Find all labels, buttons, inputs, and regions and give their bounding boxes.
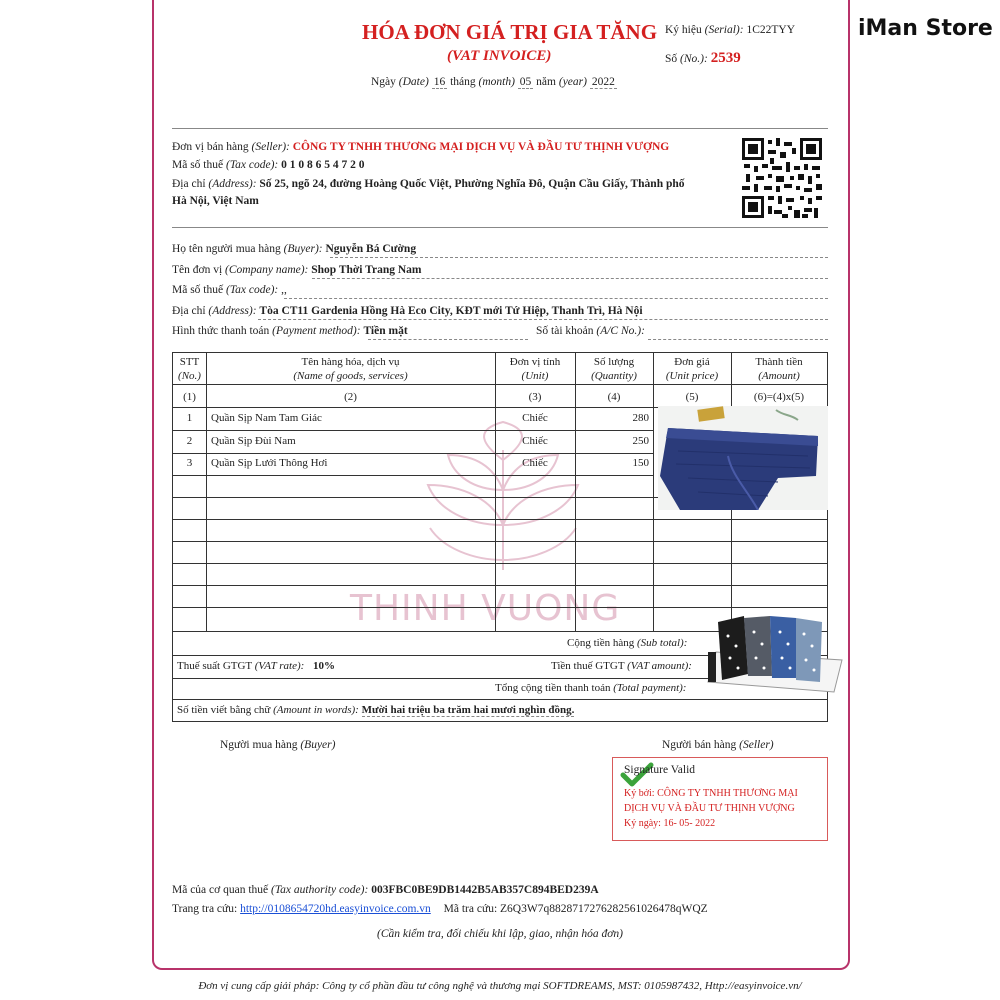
- seller-address-row: Địa chỉ (Address): Số 25, ngõ 24, đường Hoàng Quốc Việt, Phường Nghĩa Đô, Quận Cầu Giấy, Thành phố: [172, 178, 685, 190]
- product-photo-box-set: [704, 612, 846, 698]
- index-cell: (4): [607, 391, 621, 403]
- header-no: [173, 355, 206, 383]
- label-text: Mã tra cứu:: [443, 903, 498, 915]
- subtotal-label: [567, 637, 687, 649]
- label-text-en: (Seller): [739, 739, 774, 751]
- lookup-code: Z6Q3W7q8828717276282561026478qWQZ: [500, 903, 708, 915]
- label-text: Người mua hàng: [220, 739, 298, 751]
- label-text-en: (Amount in words):: [273, 704, 359, 716]
- label-text: Tổng cộng tiền thanh toán: [495, 682, 611, 694]
- index-cell: (5): [685, 391, 699, 403]
- label-text-en: (Tax authority code):: [271, 884, 369, 896]
- header-text-en: (Unit): [521, 370, 549, 382]
- signature-valid: Signature Valid: [624, 764, 696, 776]
- vat-amount-label: [551, 660, 692, 672]
- index-cell: (3): [528, 391, 542, 403]
- date-month: 05: [519, 76, 532, 88]
- header-name: [206, 355, 495, 383]
- date-year: 2022: [591, 76, 615, 88]
- dotted-line: [312, 278, 828, 279]
- label-text-en: (Total payment):: [613, 682, 687, 694]
- invoice-subtitle: (VAT INVOICE): [447, 48, 552, 64]
- row-qty: 280: [632, 412, 649, 424]
- header-text: Tên hàng hóa, dịch vụ: [301, 356, 400, 368]
- seller-tax-code: 0 1 0 8 6 5 4 7 2 0: [281, 159, 365, 171]
- store-name: iMan Store: [858, 16, 993, 41]
- index-cell: (2): [344, 391, 357, 403]
- header-text-en: (Quantity): [591, 370, 637, 382]
- header-text: Đơn vị tính: [509, 356, 561, 368]
- signed-by: [624, 788, 798, 799]
- header-text: Số lượng: [593, 356, 635, 368]
- lookup-link[interactable]: http://0108654720hd.easyinvoice.com.vn: [240, 903, 431, 915]
- divider: [172, 128, 828, 129]
- vat-rate-row: [177, 660, 335, 672]
- buyer-company-row: Tên đơn vị (Company name): Shop Thời Trang Nam: [172, 264, 422, 276]
- header-amount: [731, 355, 827, 383]
- payment-row: Hình thức thanh toán (Payment method): Tiền mặt: [172, 325, 408, 337]
- divider: [172, 227, 828, 228]
- buyer-name: Nguyễn Bá Cường: [325, 243, 417, 255]
- buyer-address-row: Địa chỉ (Address): Tòa CT11 Gardenia Hồng Hà Eco City, KĐT mới Tứ Hiệp, Thanh Trì, Hà Nội: [172, 305, 643, 317]
- invoice-no-row: Số (No.): 2539: [665, 50, 741, 66]
- header-text-en: (Amount): [758, 370, 800, 382]
- table-grid: [173, 541, 827, 542]
- table-grid: [173, 585, 827, 586]
- row-unit: Chiếc: [522, 412, 548, 424]
- seller-signature-label: [662, 739, 774, 751]
- header-quantity: [575, 355, 653, 383]
- header-text-en: (Name of goods, services): [293, 370, 408, 382]
- header-text: STT: [179, 356, 200, 368]
- row-name: Quần Sịp Nam Tam Giác: [211, 412, 322, 424]
- payment-method: Tiền mặt: [363, 325, 408, 337]
- authority-code-row: [172, 884, 599, 896]
- dotted-line: [258, 319, 828, 320]
- buyer-address: Tòa CT11 Gardenia Hồng Hà Eco City, KĐT mới Tứ Hiệp, Thanh Trì, Hà Nội: [259, 305, 643, 317]
- table-grid: [173, 563, 827, 564]
- dotted-line: [284, 298, 828, 299]
- row-no: 1: [186, 412, 193, 424]
- product-photo-boxer: [658, 406, 828, 510]
- row-no: 2: [186, 435, 193, 447]
- row-no: 3: [186, 457, 193, 469]
- dotted-line: [368, 339, 528, 340]
- vat-rate: 10%: [313, 660, 336, 672]
- verification-note: (Cần kiểm tra, đối chiếu khi lập, giao, nhận hóa đơn): [376, 928, 623, 940]
- header-text: Thành tiền: [755, 356, 803, 368]
- table-grid: [173, 430, 653, 431]
- dotted-line: [330, 257, 828, 258]
- row-unit: Chiếc: [522, 457, 548, 469]
- label-text-en: (VAT rate):: [254, 660, 305, 672]
- label-text: Thuế suất GTGT: [177, 660, 252, 672]
- label-text: Ký bởi:: [624, 788, 655, 799]
- label-text: Cộng tiền hàng: [567, 637, 635, 649]
- amount-in-words: Mười hai triệu ba trăm hai mươi nghìn đồng.: [361, 704, 575, 716]
- table-grid: [173, 699, 827, 700]
- invoice-date: Ngày (Date) 16 tháng (month) 05 năm (year) 2022: [371, 76, 615, 88]
- label-text: Người bán hàng: [662, 739, 737, 751]
- row-qty: 250: [632, 435, 649, 447]
- label-text: Số tiền viết bằng chữ: [177, 704, 271, 716]
- header-text-en: (Unit price): [665, 370, 719, 382]
- seller-tax-row: Mã số thuế (Tax code): 0 1 0 8 6 5 4 7 2 0: [172, 159, 365, 171]
- account-row: Số tài khoản (A/C No.):: [536, 325, 645, 337]
- buyer-company: Shop Thời Trang Nam: [311, 264, 422, 276]
- dotted-line: [648, 339, 828, 340]
- index-cell: (1): [183, 391, 196, 403]
- row-name: Quần Sịp Lưới Thông Hơi: [211, 457, 328, 469]
- label-text-en: (Buyer): [300, 739, 336, 751]
- label-text-en: (Sub total):: [636, 637, 688, 649]
- header-text: Đơn giá: [674, 356, 710, 368]
- table-grid: [173, 384, 827, 385]
- authority-code: 003FBC0BE9DB1442B5AB357C894BED239A: [371, 884, 599, 896]
- table-grid: [173, 607, 827, 608]
- label-text: Trang tra cứu:: [172, 903, 238, 915]
- total-label: [495, 682, 686, 694]
- header-text-en: (No.): [178, 370, 201, 382]
- table-grid: [173, 475, 653, 476]
- signed-date: Ký ngày: 16- 05- 2022: [624, 818, 716, 829]
- label-text-en: (VAT amount):: [627, 660, 692, 672]
- signer-line1: CÔNG TY TNHH THƯƠNG MẠI: [657, 788, 798, 799]
- index-cell: (6)=(4)x(5): [753, 391, 805, 403]
- buyer-tax-row: Mã số thuế (Tax code): ,,: [172, 284, 287, 296]
- label-text: Tiền thuế GTGT: [551, 660, 625, 672]
- signer-line2: DỊCH VỤ VÀ ĐẦU TƯ THỊNH VƯỢNG: [624, 803, 795, 814]
- seller-address-line2: Hà Nội, Việt Nam: [172, 195, 259, 207]
- amount-in-words-row: [177, 704, 574, 716]
- table-grid: [173, 453, 653, 454]
- label-text: Mã của cơ quan thuế: [172, 884, 269, 896]
- serial-value: 1C22TYY: [746, 24, 796, 36]
- qr-code-icon: [742, 138, 822, 218]
- invoice-no: 2539: [710, 50, 741, 66]
- lookup-row: [172, 903, 708, 915]
- date-day: 16: [433, 76, 446, 88]
- row-name: Quần Sịp Đùi Nam: [211, 435, 296, 447]
- row-unit: Chiếc: [522, 435, 548, 447]
- buyer-name-row: Họ tên người mua hàng (Buyer): Nguyễn Bá Cường: [172, 243, 417, 255]
- serial-row: Ký hiệu (Serial): 1C22TYY: [665, 24, 796, 36]
- seller-name-row: Đơn vị bán hàng (Seller): CÔNG TY TNHH THƯƠNG MẠI DỊCH VỤ VÀ ĐẦU TƯ THỊNH VƯỢNG: [172, 141, 670, 153]
- footer-provider: Đơn vị cung cấp giải pháp: Công ty cổ phần đầu tư công nghệ và thương mại SOFTDREAMS, MST: 0105987432, Http://easyinvoice.vn/: [198, 980, 802, 992]
- invoice-title: HÓA ĐƠN GIÁ TRỊ GIA TĂNG: [362, 20, 658, 44]
- row-qty: 150: [632, 457, 649, 469]
- buyer-signature-label: [220, 739, 335, 751]
- seller-name: CÔNG TY TNHH THƯƠNG MẠI DỊCH VỤ VÀ ĐẦU TƯ THỊNH VƯỢNG: [292, 141, 670, 153]
- header-unit-price: [653, 355, 731, 383]
- table-grid: [173, 519, 827, 520]
- seller-address-line1: Số 25, ngõ 24, đường Hoàng Quốc Việt, Phường Nghĩa Đô, Quận Cầu Giấy, Thành phố: [259, 178, 685, 190]
- header-unit: [495, 355, 575, 383]
- watermark-text: THINH VUONG: [350, 588, 621, 629]
- buyer-tax-code: ,,: [281, 284, 287, 296]
